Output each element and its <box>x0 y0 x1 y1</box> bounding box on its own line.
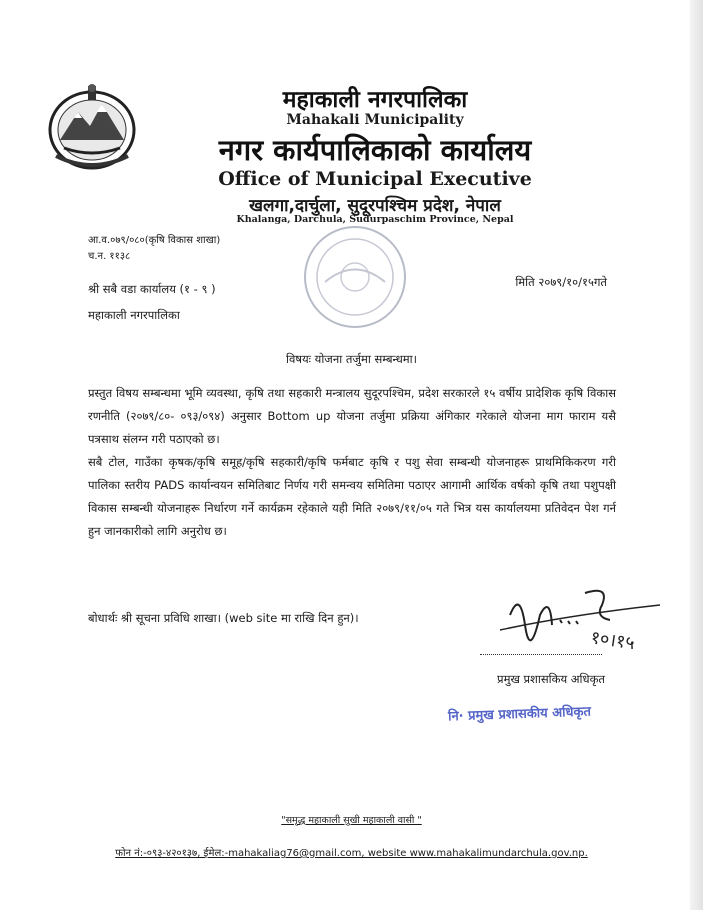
recipient-address: श्री सबै वडा कार्यालय (१ - ९ ) <box>88 282 216 296</box>
letter-body <box>88 382 616 543</box>
svg-text:१०।१५: १०।१५ <box>589 627 637 655</box>
fiscal-year-reference: आ.व.०७९/०८०(कृषि विकास शाखा) <box>88 235 221 246</box>
contact-footer: फोन नं:-०९३-४२०१३७, ईमेल:-mahakaliag76@gmail.com, website www.mahakalimundarchula.gov.np. <box>115 848 588 859</box>
letter-subject: विषयः योजना तर्जुमा सम्बन्धमा। <box>285 352 417 366</box>
body-paragraph-2: सबै टोल, गाउँका कृषक/कृषि समूह/कृषि सहकारी/कृषि फर्मबाट कृषि र पशु सेवा सम्बन्धी योजनाहरू प्राथमिकिकरण गरी पालिका स्तरीय PADS कार्यान्वयन समितिबाट निर्णय गरी समन्वय समितिमा पठाएर आगामी आर्थिक वर्षको कृषि तथा पशुपक्षी विकास सम्बन्धी योजनाहरू निर्धारण गर्ने कार्यक्रम रहेकाले यही मिति २०७९/११/०५ गते भित्र यस कार्यालयमा प्रतिवेदन पेश गर्न हुन जानकारीको लागि अनुरोध छ। <box>88 455 616 538</box>
signatory-title: प्रमुख प्रशासकिय अधिकृत <box>497 672 605 686</box>
dispatch-number: च.न. ११३८ <box>88 251 131 262</box>
address-english: Khalanga, Darchula, Sudurpaschim Province, Nepal <box>236 214 514 225</box>
nepal-emblem-icon <box>44 82 140 172</box>
municipality-name-english: Mahakali Municipality <box>286 112 464 128</box>
office-seal-stamp-icon <box>300 222 410 332</box>
address-nepali: खलगा,दार्चुला, सुदूरपश्चिम प्रदेश, नेपाल <box>249 196 501 216</box>
letter-date: मिति २०७९/१०/१५गते <box>515 275 607 289</box>
municipality-motto: "समृद्ध महाकाली सुखी महाकाली वासी " <box>281 815 422 826</box>
municipality-name-nepali: महाकाली नगरपालिका <box>282 87 468 113</box>
body-paragraph-1: प्रस्तुत विषय सम्बन्धमा भूमि व्यवस्था, कृषि तथा सहकारी मन्त्रालय सुदूरपश्चिम, प्रदेश सरकारले १५ वर्षीय प्रादेशिक कृषि विकास रणनीति (२०७९/८०- ०९३/०९४) अनुसार Bottom up योजना तर्जुमा प्रक्रिया अंगिकार गरेकाले योजना माग फाराम यसै पत्रसाथ संलग्न गरी पठाएको छ। <box>88 386 616 446</box>
signature-line <box>480 654 602 655</box>
officer-stamp: नि· प्रमुख प्रशासकीय अधिकृत <box>447 704 592 725</box>
office-name-nepali: नगर कार्यपालिकाको कार्यालय <box>218 133 532 167</box>
handwritten-signature-icon <box>490 585 670 660</box>
recipient-organization: महाकाली नगरपालिका <box>88 308 180 322</box>
page-edge <box>690 0 703 910</box>
carbon-copy-note: बोधार्थः श्री सूचना प्रविधि शाखा। (web site मा राखि दिन हुन)। <box>88 611 359 625</box>
office-name-english: Office of Municipal Executive <box>218 168 532 190</box>
